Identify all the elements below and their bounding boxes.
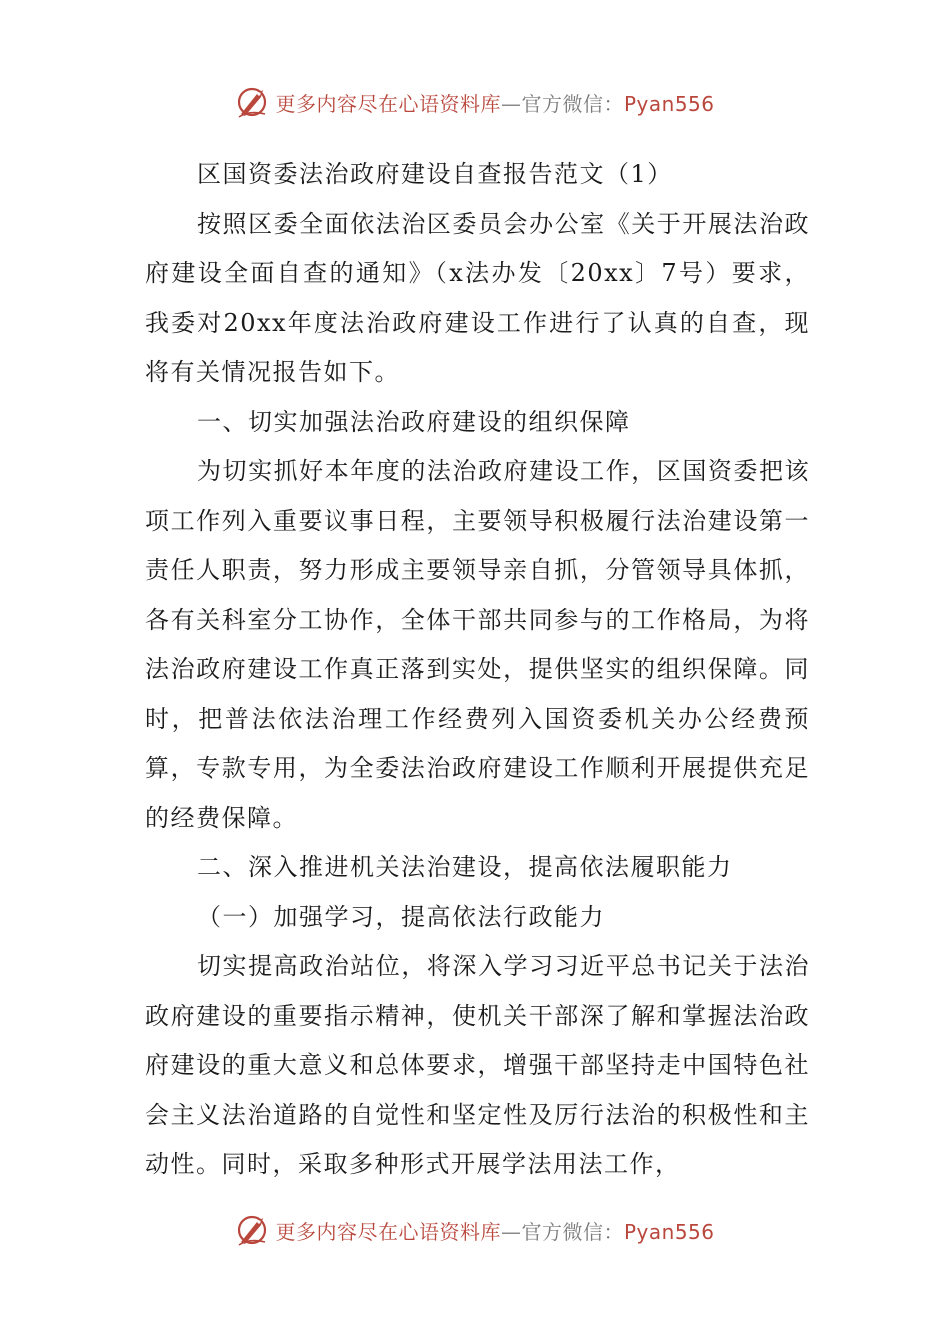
banner-text: [275, 88, 714, 117]
banner-text: [275, 1216, 714, 1245]
paragraph-1: 为切实抓好本年度的法治政府建设工作，区国资委把该项工作列入重要议事日程，主要领导积极履行法治建设第一责任人职责，努力形成主要领导亲自抓，分管领导具体抓，各有关科室分工协作，全体干部共同参与的工作格局，为将法治政府建设工作真正落到实处，提供坚实的组织保障。同时，把普法依法治理工作经费列入国资委机关办公经费预算，专款专用，为全委法治政府建设工作顺利开展提供充足的经费保障。: [145, 457, 810, 832]
banner-wechat-id: Pyan556: [623, 1219, 715, 1244]
header-banner: [0, 82, 950, 122]
section-heading-1: 一、切实加强法治政府建设的组织保障: [197, 407, 631, 436]
banner-site-name: 更多内容尽在心语资料库: [275, 1219, 501, 1244]
banner-site-name: 更多内容尽在心语资料库: [275, 91, 501, 116]
pen-nib-logo-icon: [235, 84, 271, 120]
pen-nib-logo-icon: [235, 1212, 271, 1248]
document-body: [145, 150, 810, 1190]
banner-wechat-id: Pyan556: [623, 91, 715, 116]
subheading-1: （一）加强学习，提高依法行政能力: [197, 902, 605, 931]
footer-banner: [0, 1210, 950, 1250]
banner-separator: —: [500, 1219, 522, 1244]
paragraph-2: 切实提高政治站位，将深入学习习近平总书记关于法治政府建设的重要指示精神，使机关干部深了解和掌握法治政府建设的重大意义和总体要求，增强干部坚持走中国特色社会主义法治道路的自觉性和坚定性及厉行法治的积极性和主动性。同时，采取多种形式开展学法用法工作，: [145, 952, 810, 1178]
intro-paragraph: 按照区委全面依法治区委员会办公室《关于开展法治政府建设全面自查的通知》（x法办发〔20xx〕7号）要求，我委对20xx年度法治政府建设工作进行了认真的自查，现将有关情况报告如下。: [145, 209, 810, 386]
document-title: 区国资委法治政府建设自查报告范文（1）: [197, 160, 673, 188]
banner-wechat-label: 官方微信：: [521, 1219, 624, 1244]
section-heading-2: 二、深入推进机关法治建设，提高依法履职能力: [197, 853, 733, 881]
banner-separator: —: [500, 91, 522, 116]
banner-wechat-label: 官方微信：: [521, 91, 624, 116]
